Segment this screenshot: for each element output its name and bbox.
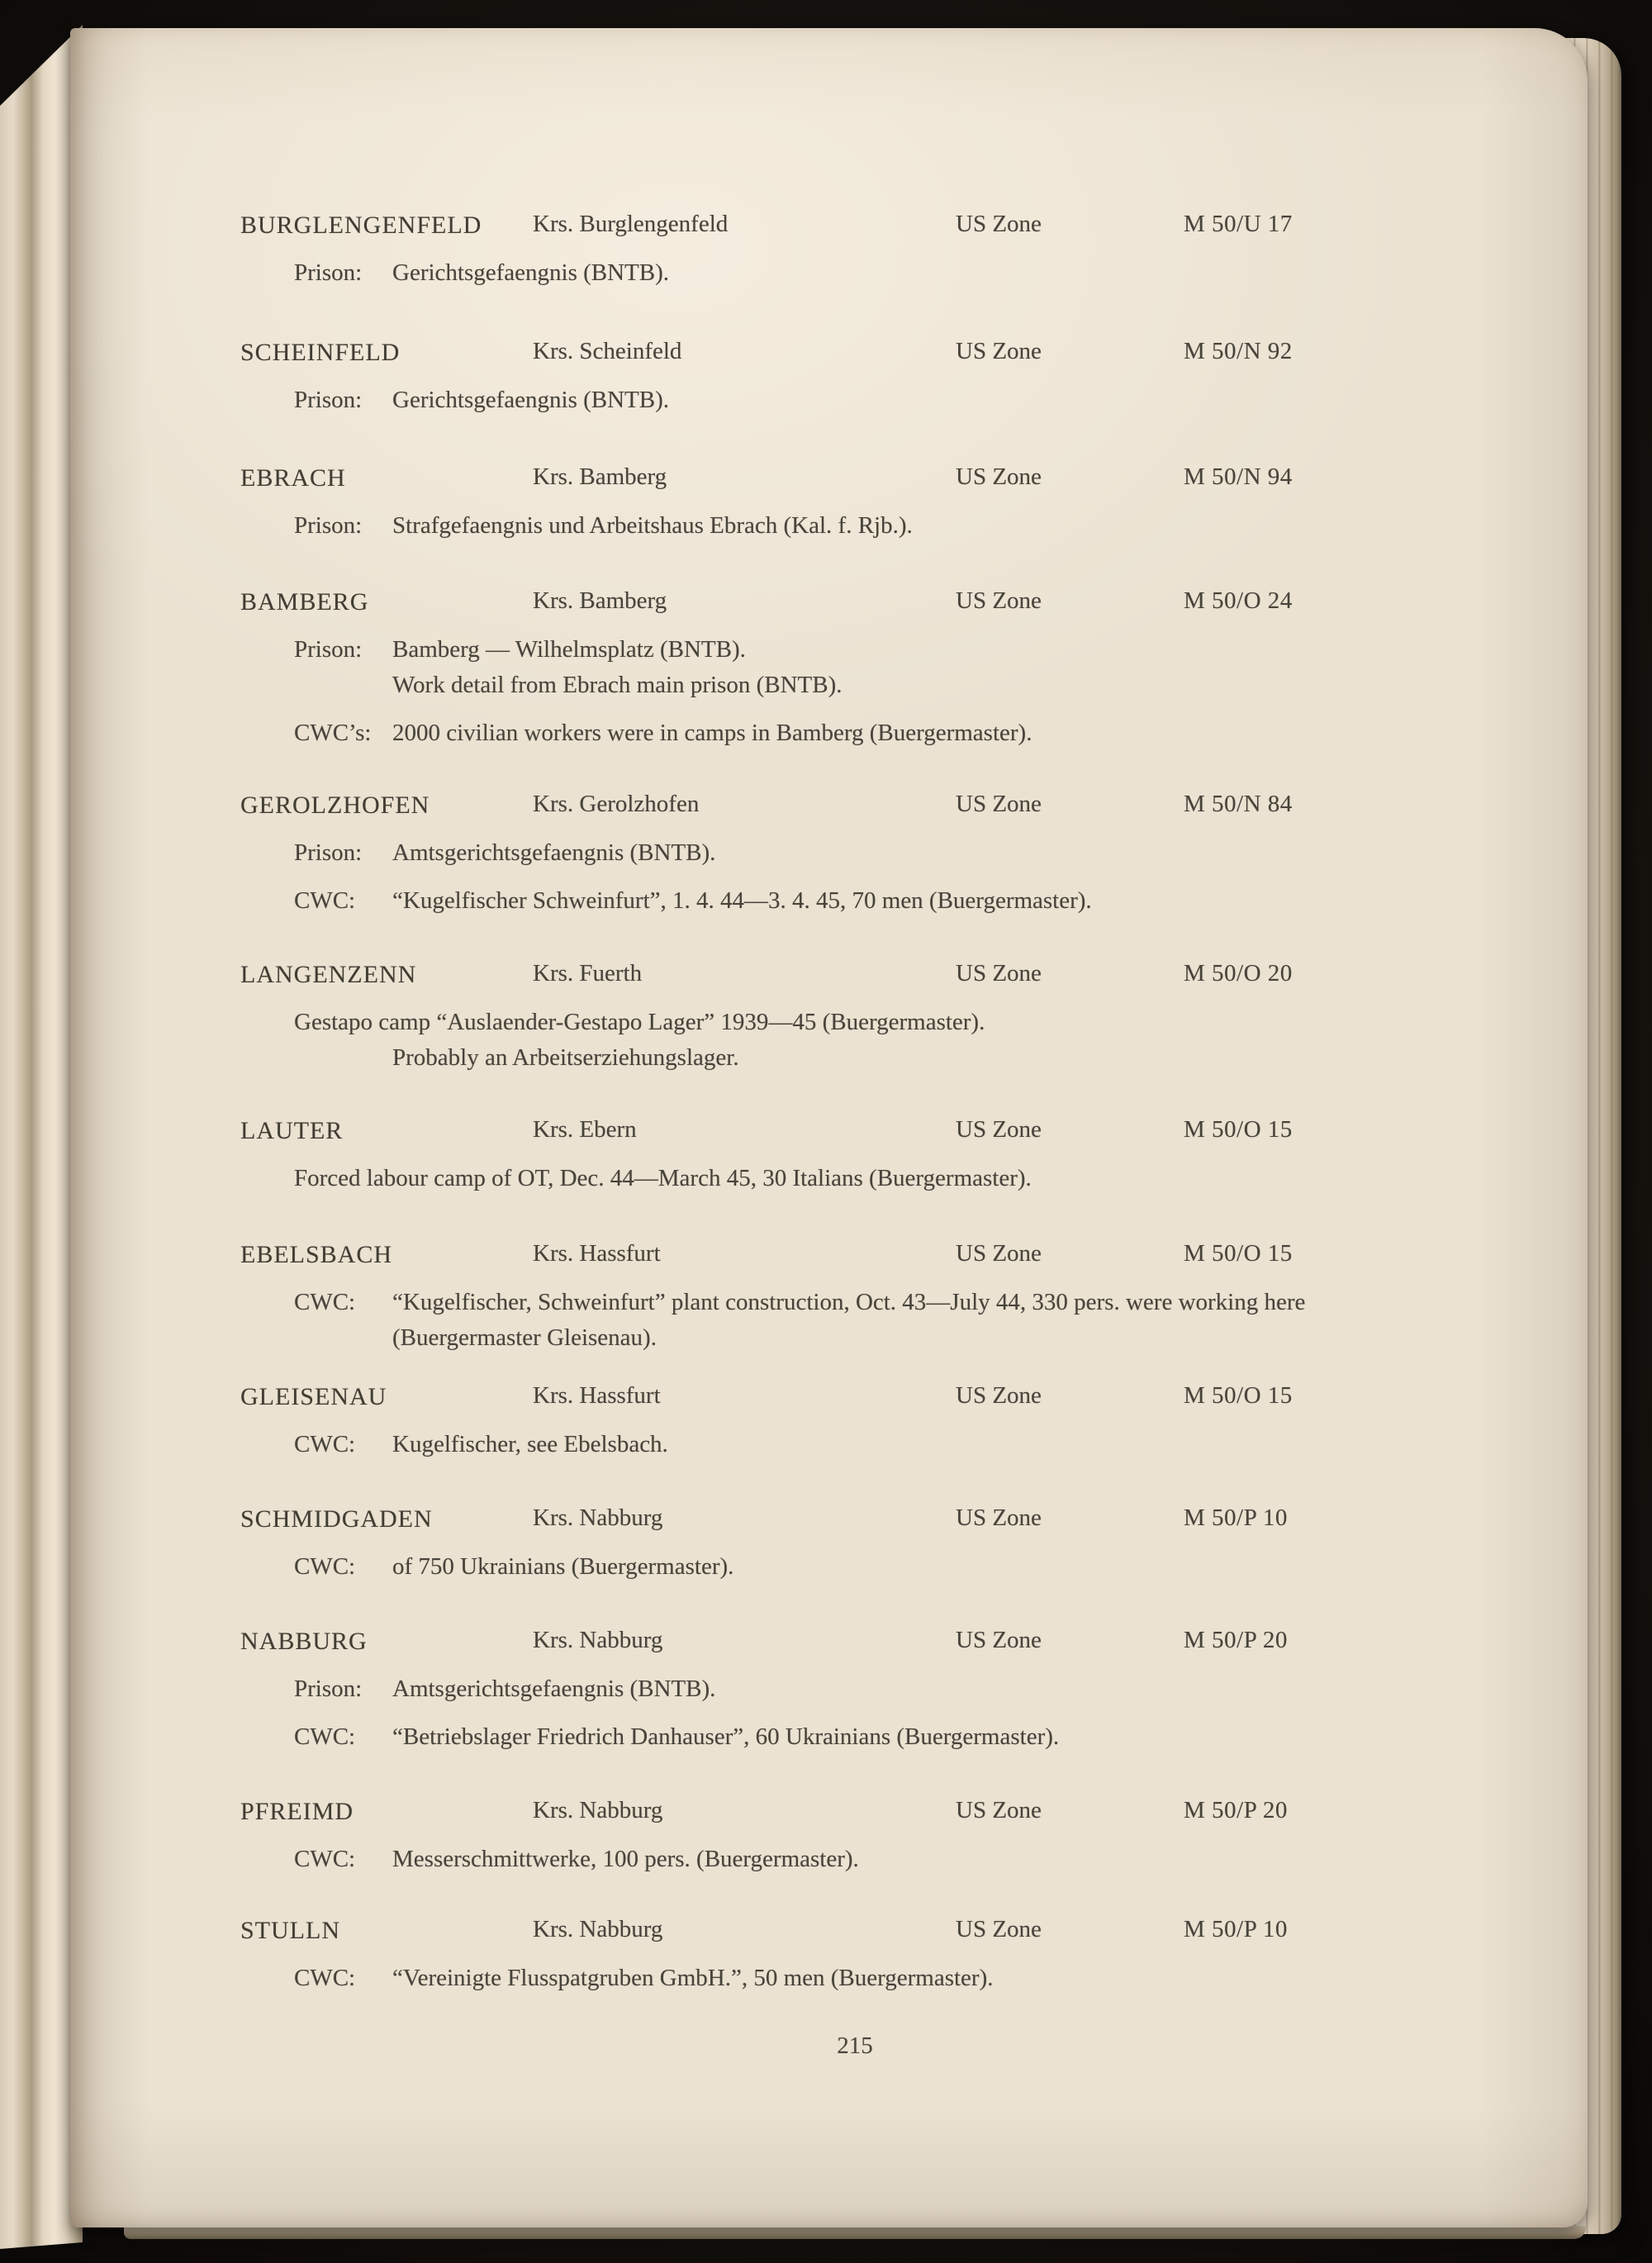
entry-line-text: 2000 civilian workers were in camps in Bamberg (Buergermaster).: [392, 720, 1032, 746]
entry-map-ref: M 50/P 10: [1184, 1916, 1288, 1942]
entry-map-ref: M 50/O 15: [1184, 1116, 1293, 1143]
entry-line-label: Prison:: [294, 1676, 363, 1702]
entry-kreis: Krs. Fuerth: [533, 960, 643, 986]
entry-name: EBELSBACH: [240, 1241, 393, 1268]
entry-zone: US Zone: [956, 1116, 1042, 1143]
entry-line-text: Kugelfischer, see Ebelsbach.: [392, 1431, 668, 1457]
entry-line-label: Prison:: [294, 259, 363, 286]
entry-zone: US Zone: [956, 1916, 1042, 1942]
entry-kreis: Krs. Scheinfeld: [533, 338, 682, 364]
entry-line-label: Prison:: [294, 839, 363, 866]
entry-line-text: of 750 Ukrainians (Buergermaster).: [392, 1553, 734, 1580]
entry-name: SCHMIDGADEN: [240, 1505, 433, 1533]
entry-kreis: Krs. Nabburg: [533, 1505, 663, 1531]
entry-line-label: CWC:: [294, 887, 356, 914]
entry-name: NABBURG: [240, 1628, 368, 1655]
entry-line-label: Prison:: [294, 512, 363, 539]
entry-kreis: Krs. Ebern: [533, 1116, 637, 1143]
entry-line-text: Forced labour camp of OT, Dec. 44—March 45, 30 Italians (Buergermaster).: [294, 1165, 1032, 1191]
entry-line-text: Bamberg — Wilhelmsplatz (BNTB).: [392, 636, 746, 663]
entry-kreis: Krs. Nabburg: [533, 1916, 663, 1942]
entry-line-text: “Vereinigte Flusspatgruben GmbH.”, 50 men (Buergermaster).: [392, 1965, 994, 1991]
entry-kreis: Krs. Nabburg: [533, 1797, 663, 1823]
entry-map-ref: M 50/N 84: [1184, 791, 1293, 817]
entry-name: PFREIMD: [240, 1798, 354, 1825]
entry-zone: US Zone: [956, 1797, 1042, 1823]
entry-line-text: “Kugelfischer, Schweinfurt” plant construction, Oct. 43—July 44, 330 pers. were working here: [392, 1289, 1306, 1315]
entry-line-text: (Buergermaster Gleisenau).: [392, 1324, 657, 1351]
entry-kreis: Krs. Hassfurt: [533, 1382, 661, 1409]
entry-kreis: Krs. Bamberg: [533, 464, 667, 490]
entry-line-text: Strafgefaengnis und Arbeitshaus Ebrach (Kal. f. Rjb.).: [392, 512, 913, 539]
entry-name: SCHEINFELD: [240, 339, 401, 366]
entry-line-label: CWC:: [294, 1289, 356, 1315]
entry-zone: US Zone: [956, 211, 1042, 237]
entry-kreis: Krs. Gerolzhofen: [533, 791, 700, 817]
entry-line-text: Gerichtsgefaengnis (BNTB).: [392, 259, 670, 286]
entry-line-text: Amtsgerichtsgefaengnis (BNTB).: [392, 839, 716, 866]
entry-map-ref: M 50/U 17: [1184, 211, 1293, 237]
entry-line-label: Prison:: [294, 387, 363, 413]
entry-name: GEROLZHOFEN: [240, 792, 430, 819]
entry-zone: US Zone: [956, 960, 1042, 986]
entry-map-ref: M 50/O 15: [1184, 1240, 1293, 1267]
entry-line-text: Work detail from Ebrach main prison (BNTB).: [392, 672, 843, 698]
entry-zone: US Zone: [956, 338, 1042, 364]
entry-line-text: Gestapo camp “Auslaender-Gestapo Lager” 1939—45 (Buergermaster).: [294, 1009, 985, 1035]
entry-line-text: Amtsgerichtsgefaengnis (BNTB).: [392, 1676, 716, 1702]
entry-line-label: CWC:: [294, 1431, 356, 1457]
page-number: 215: [837, 2032, 873, 2059]
entry-zone: US Zone: [956, 1240, 1042, 1267]
entry-map-ref: M 50/O 24: [1184, 587, 1293, 614]
entry-zone: US Zone: [956, 1627, 1042, 1653]
entry-line-label: CWC’s:: [294, 720, 372, 746]
entry-name: BAMBERG: [240, 588, 369, 616]
entry-kreis: Krs. Burglengenfeld: [533, 211, 729, 237]
entry-kreis: Krs. Hassfurt: [533, 1240, 661, 1267]
entry-line-text: Gerichtsgefaengnis (BNTB).: [392, 387, 670, 413]
entry-map-ref: M 50/O 20: [1184, 960, 1293, 986]
entry-zone: US Zone: [956, 791, 1042, 817]
entry-kreis: Krs. Bamberg: [533, 587, 667, 614]
entry-zone: US Zone: [956, 1382, 1042, 1409]
entry-zone: US Zone: [956, 1505, 1042, 1531]
entry-map-ref: M 50/O 15: [1184, 1382, 1293, 1409]
entry-line-text: Probably an Arbeitserziehungslager.: [392, 1044, 739, 1071]
entry-name: LAUTER: [240, 1117, 344, 1144]
entry-name: LANGENZENN: [240, 961, 417, 988]
entry-kreis: Krs. Nabburg: [533, 1627, 663, 1653]
entry-line-label: CWC:: [294, 1553, 356, 1580]
entry-name: GLEISENAU: [240, 1383, 387, 1410]
entry-line-label: CWC:: [294, 1965, 356, 1991]
entry-line-label: Prison:: [294, 636, 363, 663]
entry-line-label: CWC:: [294, 1723, 356, 1750]
entry-line-text: Messerschmittwerke, 100 pers. (Buergermaster).: [392, 1846, 859, 1872]
entry-zone: US Zone: [956, 464, 1042, 490]
entry-line-text: “Kugelfischer Schweinfurt”, 1. 4. 44—3. 4. 45, 70 men (Buergermaster).: [392, 887, 1092, 914]
entry-map-ref: M 50/P 20: [1184, 1797, 1288, 1823]
entry-zone: US Zone: [956, 587, 1042, 614]
entry-name: EBRACH: [240, 464, 346, 492]
entry-map-ref: M 50/P 20: [1184, 1627, 1288, 1653]
entry-name: BURGLENGENFELD: [240, 212, 482, 239]
entry-name: STULLN: [240, 1917, 340, 1944]
entry-map-ref: M 50/P 10: [1184, 1505, 1288, 1531]
entry-line-text: “Betriebslager Friedrich Danhauser”, 60 Ukrainians (Buergermaster).: [392, 1723, 1060, 1750]
entry-line-label: CWC:: [294, 1846, 356, 1872]
entry-map-ref: M 50/N 94: [1184, 464, 1293, 490]
entry-map-ref: M 50/N 92: [1184, 338, 1293, 364]
